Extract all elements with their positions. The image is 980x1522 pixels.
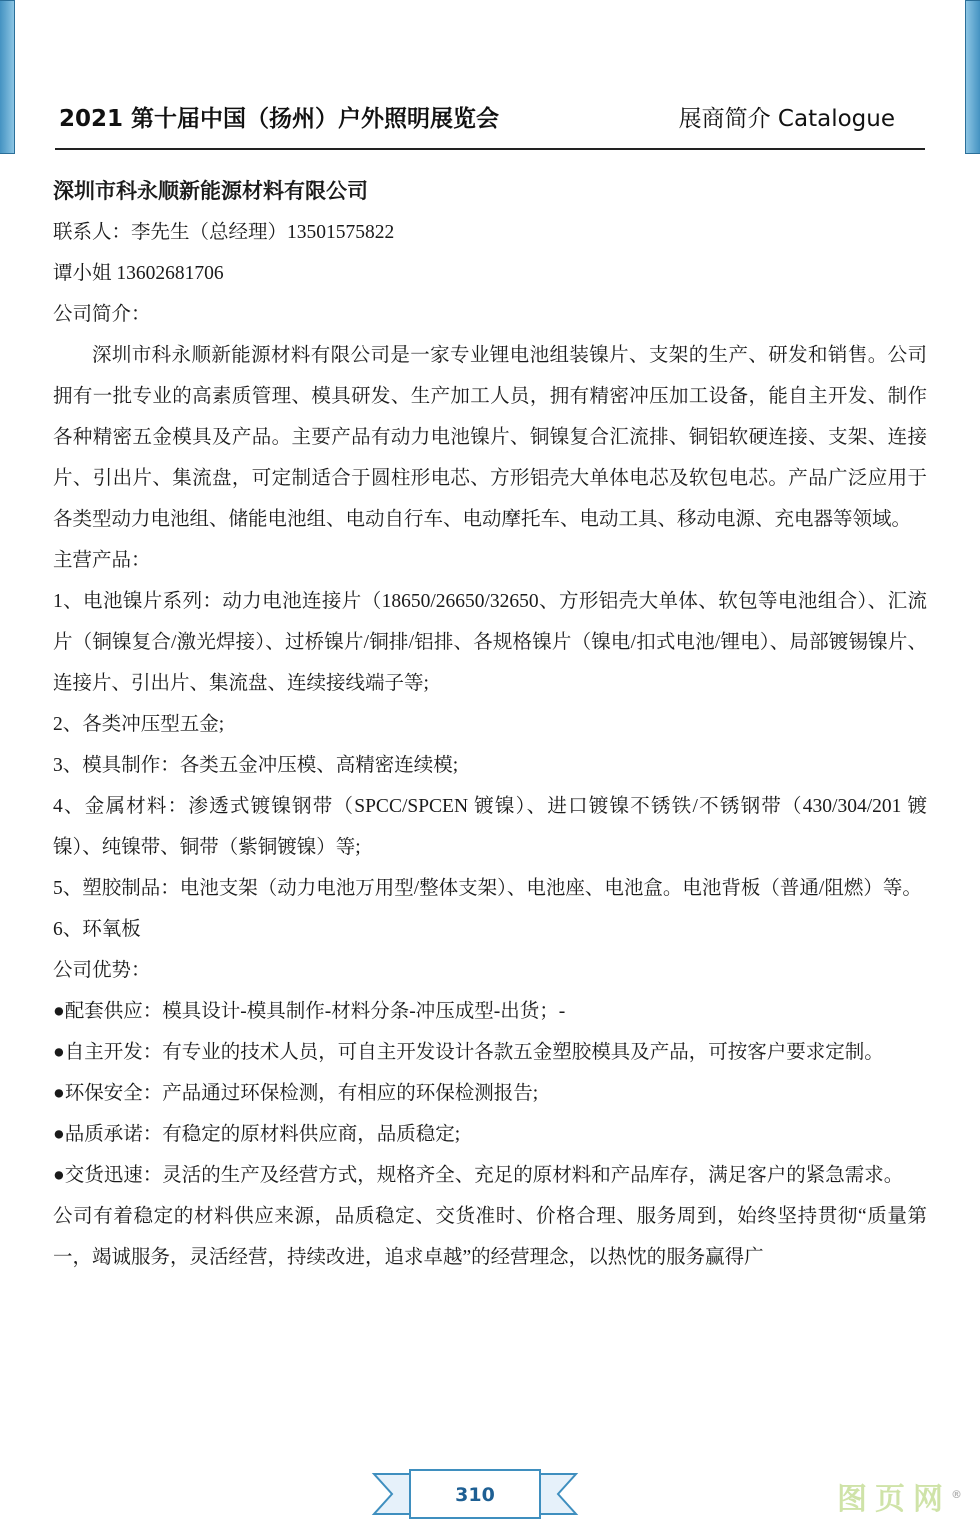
closing-paragraph: 公司有着稳定的材料供应来源，品质稳定、交货准时、价格合理、服务周到，始终坚持贯彻“质量第一，竭诚服务，灵活经营，持续改进，追求卓越”的经营理念，以热忱的服务赢得广 [53,1206,927,1268]
advantage-item: ●自主开发：有专业的技术人员，可自主开发设计各款五金塑胶模具及产品，可按客户要求定制。 [53,1042,884,1063]
product-item: 4、金属材料：渗透式镀镍钢带（SPCC/SPCEN 镀镍）、进口镀镍不锈铁/不锈钢带（430/304/201 镀镍）、纯镍带、铜带（紫铜镀镍）等; [53,796,927,858]
page-number: 310 [455,1484,495,1506]
advantages-heading: 公司优势： [53,960,151,981]
header-title: 2021 第十届中国（扬州）户外照明展览会 [59,106,500,132]
right-edge-tab [965,0,980,154]
company-name: 深圳市科永顺新能源材料有限公司 [53,179,368,203]
product-item: 2、各类冲压型五金; [53,714,225,735]
watermark-logo [837,1474,962,1518]
page-header [55,94,925,150]
product-item: 5、塑胶制品：电池支架（动力电池万用型/整体支架）、电池座、电池盒。电池背板（普通/阻燃）等。 [53,878,922,899]
watermark-text: 图页网 [837,1482,951,1517]
registered-mark: ® [951,1488,962,1501]
contact-line: 联系人：李先生（总经理）13501575822 [53,222,395,243]
product-item: 1、电池镍片系列：动力电池连接片（18650/26650/32650、方形铝壳大单体、软包等电池组合）、汇流片（铜镍复合/激光焊接）、过桥镍片/铜排/铝排、各规格镍片（镍电/扣式电池/锂电）、局部镀锡镍片、连接片、引出片、集流盘、连续接线端子等; [53,591,927,694]
product-item: 3、模具制作：各类五金冲压模、高精密连续模; [53,755,459,776]
advantage-item: ●交货迅速：灵活的生产及经营方式，规格齐全、充足的原材料和产品库存，满足客户的紧急需求。 [53,1165,904,1186]
advantage-item: ●环保安全：产品通过环保检测，有相应的环保检测报告; [53,1083,539,1104]
left-edge-tab [0,0,15,154]
header-section: 展商简介 Catalogue [678,106,895,132]
advantage-item: ●品质承诺：有稳定的原材料供应商，品质稳定; [53,1124,461,1145]
advantage-item: ●配套供应：模具设计-模具制作-材料分条-冲压成型-出货；- [53,1001,566,1022]
contact-line-2: 谭小姐 13602681706 [53,263,224,284]
intro-paragraph: 深圳市科永顺新能源材料有限公司是一家专业锂电池组装镍片、支架的生产、研发和销售。公司拥有一批专业的高素质管理、模具研发、生产加工人员，拥有精密冲压加工设备，能自主开发、制作各种精密五金模具及产品。主要产品有动力电池镍片、铜镍复合汇流排、铜铝软硬连接、支架、连接片、引出片、集流盘，可定制适合于圆柱形电芯、方形铝壳大单体电芯及软包电芯。产品广泛应用于各类型动力电池组、储能电池组、电动自行车、电动摩托车、电动工具、移动电源、充电器等领域。 [53,345,927,530]
products-heading: 主营产品： [53,550,151,571]
intro-heading: 公司简介： [53,304,151,325]
product-item: 6、环氧板 [53,919,141,940]
page-content [53,170,927,1278]
page-number-ribbon [370,1466,580,1522]
